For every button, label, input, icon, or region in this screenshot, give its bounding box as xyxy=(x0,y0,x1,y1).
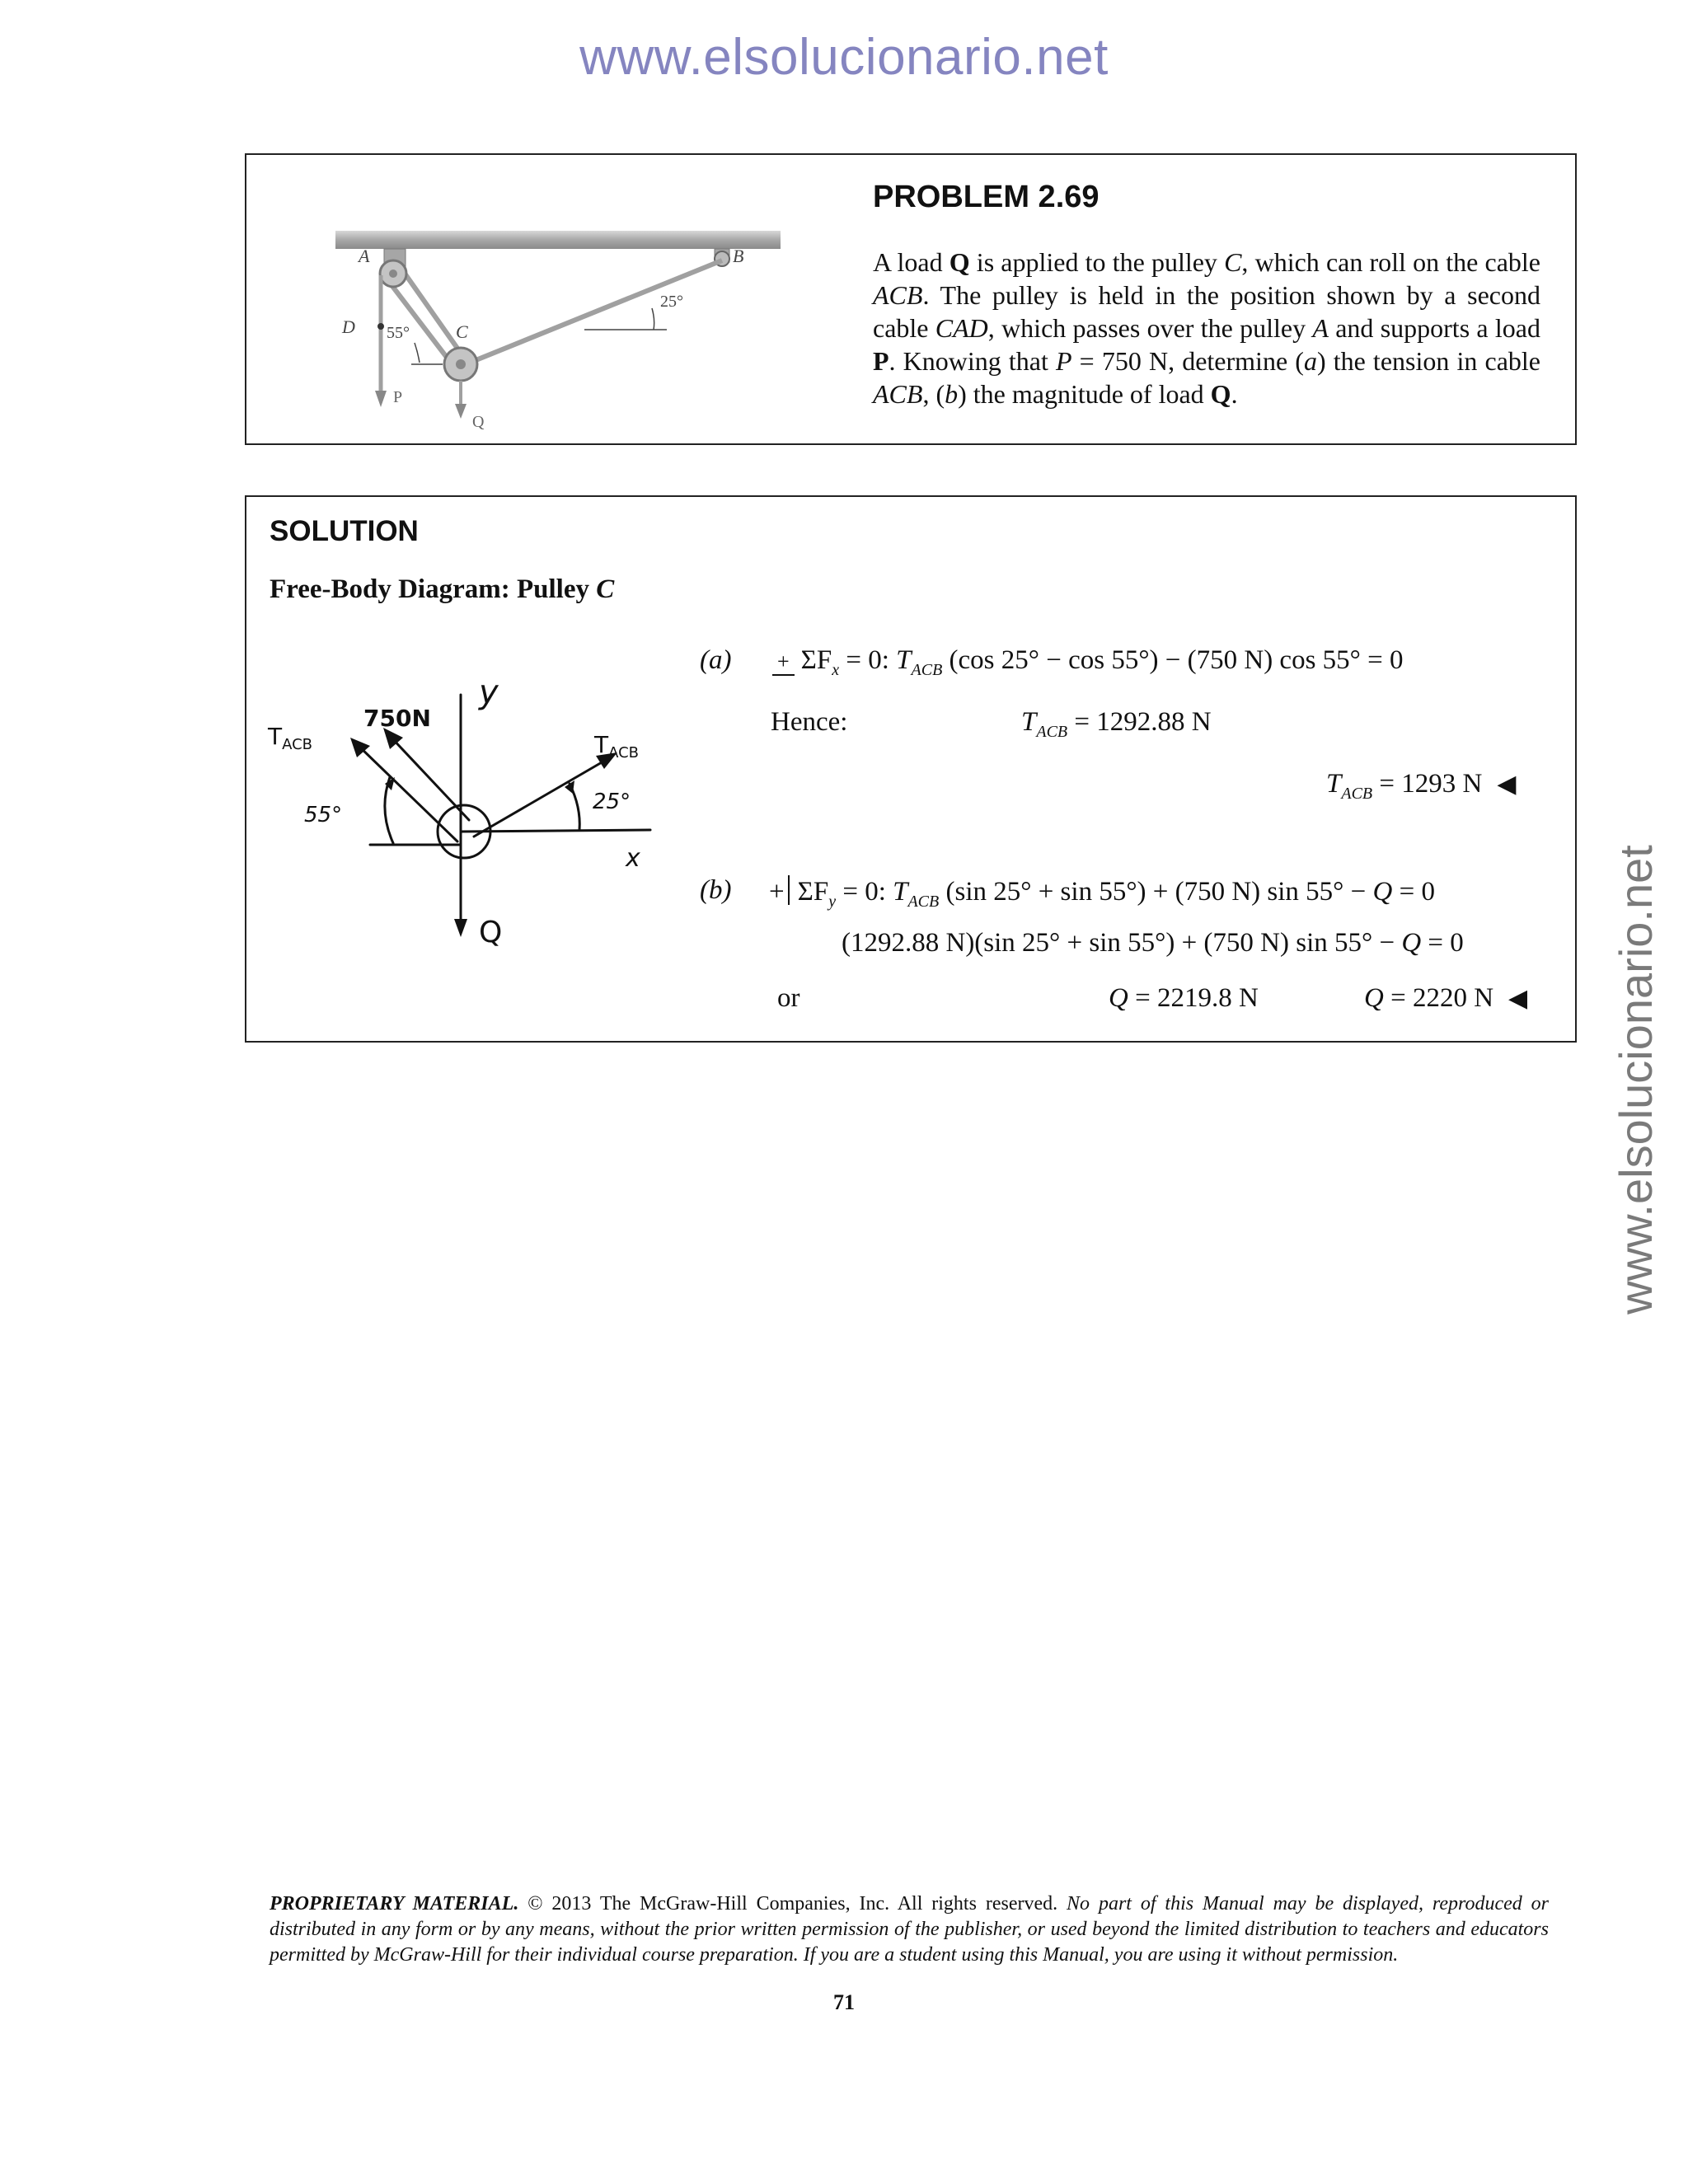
pulley-a-hub xyxy=(389,269,397,278)
fbd-title-c: C xyxy=(596,574,615,604)
problem-statement xyxy=(873,246,1540,410)
part-b-mid: = 0: xyxy=(836,877,893,907)
text-seg: Q xyxy=(949,247,970,277)
label-c: C xyxy=(456,321,468,342)
fbd-t-left-sub: ACB xyxy=(282,736,313,753)
fbd-label-t-right xyxy=(593,731,639,762)
part-a-answer xyxy=(1326,769,1516,804)
text-seg: , which can roll on the cable xyxy=(1241,247,1540,277)
part-a-label-text: (a) xyxy=(700,645,732,675)
fbd-arrow-q xyxy=(454,919,467,937)
part-b-result xyxy=(1109,983,1259,1014)
fbd-label-q: Q xyxy=(479,916,503,949)
text-seg: , ( xyxy=(922,379,945,409)
ceiling xyxy=(335,231,781,249)
part-a-ans-val: = 1293 N xyxy=(1372,769,1483,799)
part-a-hence: Hence: xyxy=(771,707,848,737)
fbd-label-25: 25° xyxy=(593,790,631,814)
text-seg: b xyxy=(945,379,959,409)
text-seg: Q xyxy=(1210,379,1231,409)
part-b-rhs-a: (sin 25° + sin 55°) + (750 N) sin 55° − xyxy=(939,877,1373,907)
part-b-rhs-b: = 0 xyxy=(1392,877,1435,907)
part-a-t-sub: ACB xyxy=(911,661,943,679)
part-a-mid: = 0: xyxy=(839,645,897,675)
part-b-sign: + xyxy=(769,877,785,907)
page-number: 71 xyxy=(833,1990,855,2014)
fbd-750-line xyxy=(390,736,469,820)
fbd-t-right-sub: ACB xyxy=(608,744,640,762)
answer-marker-icon: ◀ xyxy=(1497,771,1517,798)
part-b-equation xyxy=(769,875,1435,912)
label-d: D xyxy=(342,316,355,337)
label-p: P xyxy=(393,388,403,406)
part-a-label xyxy=(700,645,731,676)
problem-title: PROBLEM 2.69 xyxy=(873,180,1100,214)
label-b: B xyxy=(733,246,744,266)
text-seg: A load xyxy=(873,247,950,277)
part-a-sum: ΣF xyxy=(800,645,832,675)
text-seg: C xyxy=(1224,247,1242,277)
problem-box xyxy=(245,153,1577,445)
part-a-ans-sub: ACB xyxy=(1341,785,1373,803)
label-a: A xyxy=(359,246,370,266)
fbd-label-x: x xyxy=(626,844,640,873)
part-a-res-sub: ACB xyxy=(1036,723,1068,741)
text-seg: A xyxy=(1312,313,1329,343)
fbd-label-750: 750N xyxy=(363,705,431,732)
problem-figure xyxy=(321,188,782,431)
text-seg: = 750 N, determine ( xyxy=(1071,346,1304,376)
text-seg: is applied to the pulley xyxy=(969,247,1225,277)
part-b-or: or xyxy=(777,983,800,1013)
label-angle-55: 55° xyxy=(387,324,410,342)
part-a-res-val: = 1292.88 N xyxy=(1067,707,1212,737)
text-seg: ) the tension in cable xyxy=(1316,346,1541,376)
part-a-result xyxy=(1021,707,1212,742)
fbd-t-left-t: T xyxy=(268,723,283,750)
part-a-rhs: (cos 25° − cos 55°) − (750 N) cos 55° = 0 xyxy=(942,645,1404,675)
angle-25-arc xyxy=(652,308,654,330)
part-b-res-val: = 2219.8 N xyxy=(1128,983,1259,1013)
answer-marker-icon: ◀ xyxy=(1508,985,1528,1012)
text-seg: . xyxy=(1231,379,1238,409)
point-d xyxy=(377,323,384,330)
text-seg: . The pulley is held in the position shown by a second cable xyxy=(873,280,1540,343)
cable-cb xyxy=(466,260,722,364)
angle-55-arc xyxy=(415,343,420,363)
part-b-t-sub: ACB xyxy=(907,893,940,911)
fbd-t-acb-right-line xyxy=(474,759,607,837)
watermark-side[interactable]: www.elsolucionario.net xyxy=(1610,845,1662,1315)
pulley-c-hub xyxy=(456,359,466,369)
part-b-ans-q: Q xyxy=(1364,983,1384,1013)
footer-copyright: © 2013 The McGraw-Hill Companies, Inc. All rights reserved. xyxy=(518,1893,1067,1915)
fbd-label-y: y xyxy=(479,673,499,711)
text-seg: a xyxy=(1303,346,1317,376)
part-a-ans-t: T xyxy=(1326,769,1342,799)
part-b-eq2-q: Q xyxy=(1401,928,1422,958)
text-seg: and supports a load xyxy=(1328,313,1540,343)
label-angle-25: 25° xyxy=(660,293,683,311)
part-a-equation xyxy=(772,645,1403,680)
part-b-label xyxy=(700,875,731,906)
free-body-diagram xyxy=(263,662,692,1016)
text-seg: ) the magnitude of load xyxy=(958,379,1211,409)
solution-box xyxy=(245,495,1577,1043)
up-arrow-icon xyxy=(788,875,790,905)
part-b-ans-val: = 2220 N xyxy=(1383,983,1494,1013)
fbd-label-t-left xyxy=(267,723,312,753)
text-seg: . Knowing that xyxy=(889,346,1057,376)
fbd-title-text: Free-Body Diagram: Pulley xyxy=(270,574,597,604)
part-b-t: T xyxy=(893,877,908,907)
watermark-top[interactable]: www.elsolucionario.net xyxy=(579,29,1109,86)
text-seg: P xyxy=(873,346,889,376)
text-seg: , which passes over the pulley xyxy=(987,313,1313,343)
arrow-q xyxy=(455,404,467,419)
solution-title: SOLUTION xyxy=(270,515,419,547)
part-a-sum-sub: x xyxy=(832,661,840,679)
part-b-eq2-b: = 0 xyxy=(1421,928,1464,958)
part-b-sum-sub: y xyxy=(828,893,837,911)
part-a-res-t: T xyxy=(1021,707,1037,737)
text-seg: CAD xyxy=(935,313,988,343)
fbd-label-55: 55° xyxy=(304,803,343,827)
part-b-q: Q xyxy=(1372,877,1393,907)
label-q: Q xyxy=(472,413,485,431)
footer-lead: PROPRIETARY MATERIAL. xyxy=(270,1893,519,1915)
part-b-label-text: (b) xyxy=(700,875,732,905)
text-seg: P xyxy=(1056,346,1072,376)
text-seg: ACB xyxy=(873,379,923,409)
fbd-title xyxy=(270,574,614,605)
part-a-sign: + xyxy=(772,649,795,676)
fbd-t-right-t: T xyxy=(594,731,609,758)
copyright-footer xyxy=(270,1891,1549,1968)
part-a-t: T xyxy=(896,645,912,675)
arrow-p xyxy=(375,391,387,407)
part-b-sum: ΣF xyxy=(797,877,829,907)
text-seg: ACB xyxy=(873,280,923,310)
part-b-answer xyxy=(1364,983,1527,1014)
footer-rest: No part of this Manual may be displayed, reproduced or distributed in any form or by any means, without the prior written permission of the publisher, or used beyond the limited distribution to teachers and educators permitted by McGraw-Hill for their individual course preparation. If you are a student using this Manual, you are using it without permission. xyxy=(270,1893,1549,1966)
part-b-res-q: Q xyxy=(1109,983,1128,1013)
part-b-eq2-a: (1292.88 N)(sin 25° + sin 55°) + (750 N) sin 55° − xyxy=(842,928,1402,958)
part-b-substitution xyxy=(842,928,1464,958)
